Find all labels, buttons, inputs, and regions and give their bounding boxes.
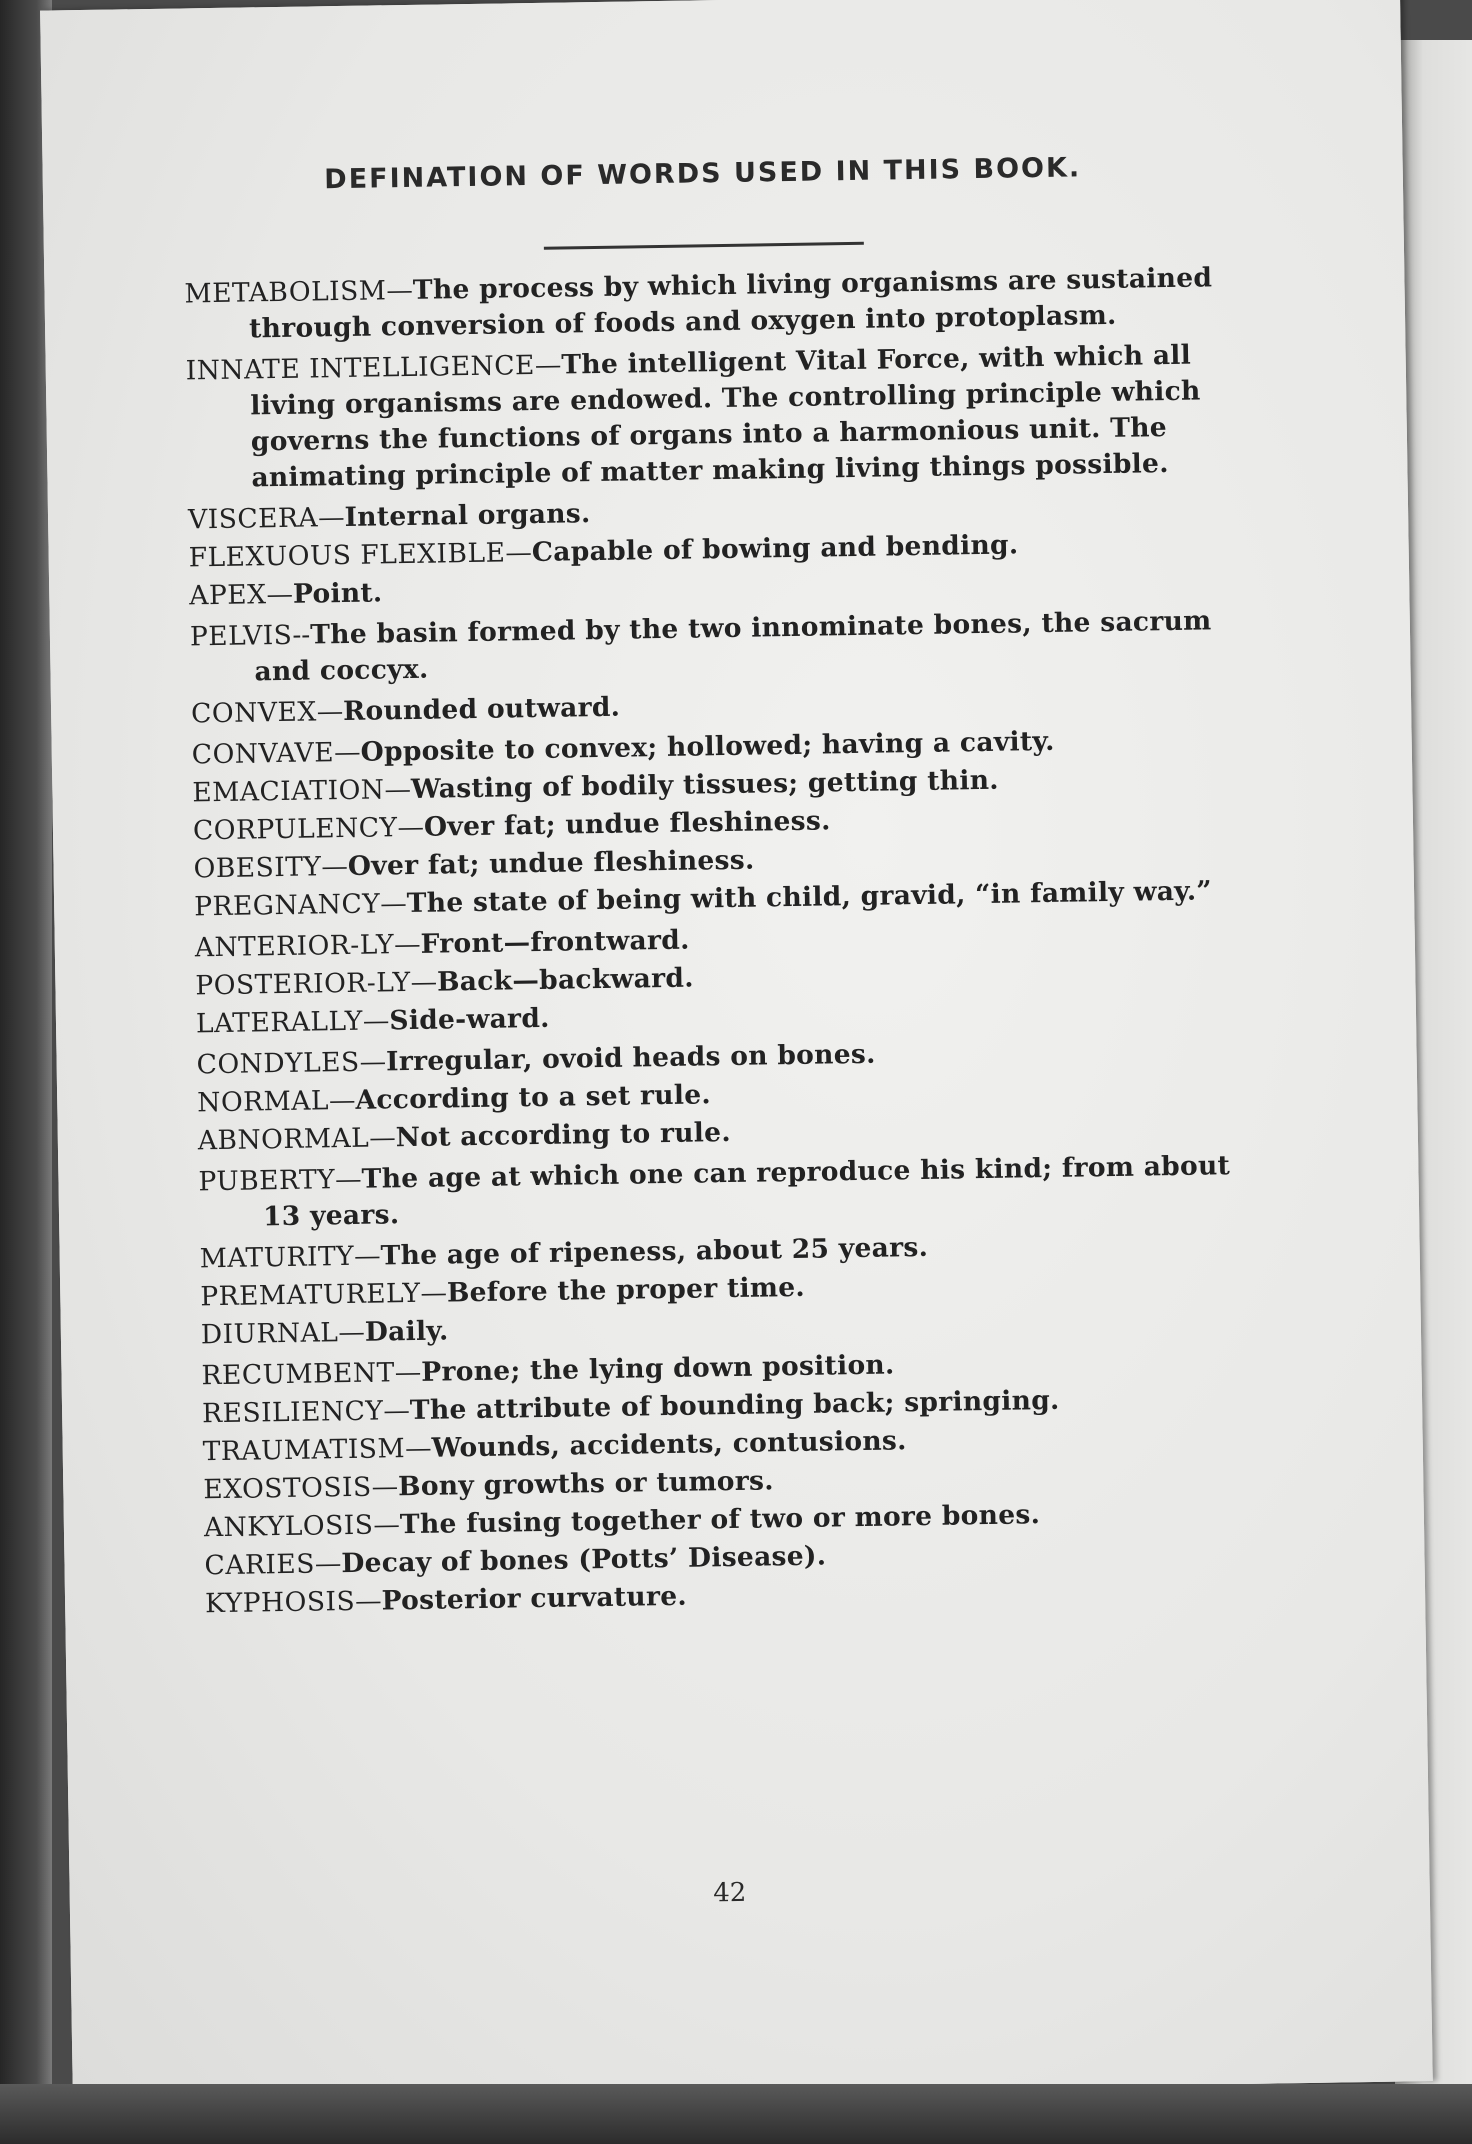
definition-text: The fusing together of two or more bones. <box>399 1499 1041 1541</box>
definition-item: PREGNANCY—The state of being with child, gravid, “in family way.” <box>193 875 1213 923</box>
definition-item: RESILIENCY—The attribute of bounding back; springing. <box>201 1384 1060 1430</box>
definition-item: FLEXUOUS FLEXIBLE—Capable of bowing and bending. <box>188 529 1019 574</box>
definition-item: KYPHOSIS—Posterior curvature. <box>204 1580 688 1620</box>
definition-term: TRAUMATISM <box>202 1433 406 1468</box>
definition-text: Over fat; undue fleshiness. <box>347 844 755 882</box>
definition-item: DIURNAL—Daily. <box>200 1315 449 1351</box>
heading-rule <box>544 242 864 250</box>
definition-item: VISCERA—Internal organs. <box>187 498 591 536</box>
definition-term: PREMATURELY <box>200 1277 421 1313</box>
definition-item: APEX—Point. <box>189 577 383 612</box>
definition-text: Not according to rule. <box>395 1116 732 1154</box>
definitions-list <box>184 260 1245 1624</box>
definition-item: PUBERTY—The age at which one can reproduce his kind; from about 13 years. <box>198 1150 1231 1233</box>
definition-text: Prone; the lying down position. <box>421 1349 895 1388</box>
definition-term: OBESITY <box>193 851 322 885</box>
definition-text: The age of ripeness, about 25 years. <box>380 1231 929 1272</box>
definition-term: CONVAVE <box>191 737 335 771</box>
definition-text: Wounds, accidents, contusions. <box>431 1425 907 1464</box>
definition-item: MATURITY—The age of ripeness, about 25 years. <box>199 1231 929 1275</box>
definition-text: Decay of bones (Potts’ Disease). <box>341 1540 827 1580</box>
definition-item: CARIES—Decay of bones (Potts’ Disease). <box>204 1540 827 1582</box>
definition-item: ANKYLOSIS—The fusing together of two or more bones. <box>203 1499 1041 1544</box>
definition-term: PREGNANCY <box>193 888 381 923</box>
definition-text: The process by which living organisms are sustained through conversion of foods and oxygen into protoplasm. <box>248 262 1213 345</box>
definition-item: OBESITY—Over fat; undue fleshiness. <box>193 844 755 885</box>
definition-text: Internal organs. <box>344 498 591 533</box>
definition-item: LATERALLY—Side-ward. <box>195 1002 550 1040</box>
definition-term: EXOSTOSIS <box>203 1471 372 1506</box>
definition-text: Posterior curvature. <box>381 1580 688 1617</box>
definition-item: PREMATURELY—Before the proper time. <box>200 1271 806 1313</box>
definition-item: TRAUMATISM—Wounds, accidents, contusions. <box>202 1425 907 1468</box>
definition-item: EMACIATION—Wasting of bodily tissues; getting thin. <box>192 764 1000 809</box>
definition-text: The age at which one can reproduce his kind; from about 13 years. <box>262 1150 1231 1233</box>
definition-text: Over fat; undue fleshiness. <box>423 805 831 843</box>
definition-term: RECUMBENT <box>201 1357 396 1392</box>
definition-term: VISCERA <box>187 502 319 536</box>
page-number: 42 <box>712 1877 747 1909</box>
definition-term: CONDYLES <box>196 1046 360 1081</box>
definition-text: Wasting of bodily tissues; getting thin. <box>410 764 1000 805</box>
definition-term: RESILIENCY <box>201 1395 384 1430</box>
definition-term: FLEXUOUS FLEXIBLE <box>188 537 506 574</box>
definition-item: CONVAVE—Opposite to convex; hollowed; having a cavity. <box>191 725 1055 771</box>
definition-text: Bony growths or tumors. <box>397 1465 775 1503</box>
definition-term: KYPHOSIS <box>204 1585 356 1620</box>
definition-item: RECUMBENT—Prone; the lying down position. <box>201 1349 895 1392</box>
definition-text: Daily. <box>364 1315 449 1348</box>
definition-item: METABOLISM—The process by which living organisms are sustained through conversion of foods and oxygen into protoplasm. <box>184 262 1213 345</box>
definition-text: Point. <box>292 577 383 610</box>
definition-term: ABNORMAL <box>197 1122 370 1157</box>
definition-item: NORMAL—According to a set rule. <box>197 1079 712 1119</box>
definition-item: ABNORMAL—Not according to rule. <box>197 1116 732 1157</box>
definition-term: MATURITY <box>199 1240 355 1275</box>
definition-item: EXOSTOSIS—Bony growths or tumors. <box>203 1465 775 1506</box>
definition-term: CORPULENCY <box>192 812 398 847</box>
definition-term: CONVEX <box>190 696 317 730</box>
definition-term: APEX <box>189 579 267 612</box>
definition-text: The intelligent Vital Force, with which all living organisms are endowed. The controlling principle which governs the functions of organs into a harmonious unit. The animating principle of matter making living things possible. <box>250 339 1201 494</box>
definition-item: CONDYLES—Irregular, ovoid heads on bones. <box>196 1038 876 1081</box>
definition-item: POSTERIOR-LY—Back—backward. <box>195 962 694 1002</box>
definition-term: EMACIATION <box>192 774 385 809</box>
definition-item: CONVEX—Rounded outward. <box>190 691 621 730</box>
definition-term: POSTERIOR-LY <box>195 966 411 1002</box>
definition-term: LATERALLY <box>195 1005 364 1040</box>
definition-text: According to a set rule. <box>355 1079 712 1116</box>
definition-term: CARIES <box>204 1548 316 1582</box>
definition-text: Irregular, ovoid heads on bones. <box>385 1038 876 1078</box>
definition-term: ANKYLOSIS <box>203 1509 374 1544</box>
definition-item: PELVIS--The basin formed by the two innominate bones, the sacrum and coccyx. <box>189 605 1212 688</box>
definition-text: Rounded outward. <box>342 691 621 728</box>
definition-item: ANTERIOR-LY—Front—frontward. <box>194 924 690 964</box>
definition-term: DIURNAL <box>200 1317 339 1351</box>
definition-text: Front—frontward. <box>420 924 690 960</box>
definition-text: The basin formed by the two innominate bones, the sacrum and coccyx. <box>254 605 1212 688</box>
definition-term: NORMAL <box>197 1085 330 1119</box>
definition-term: PELVIS <box>189 619 293 653</box>
definition-text: Side-ward. <box>389 1002 550 1037</box>
definition-term: INNATE INTELLIGENCE <box>185 349 536 387</box>
book-page <box>40 0 1433 2102</box>
definition-text: The state of being with child, gravid, “in family way.” <box>406 875 1213 920</box>
definition-item: CORPULENCY—Over fat; undue fleshiness. <box>192 805 831 847</box>
page-heading: DEFINATION OF WORDS USED IN THIS BOOK. <box>324 152 1082 196</box>
definition-text: Capable of bowing and bending. <box>531 529 1019 569</box>
scanner-bottom-edge <box>0 2084 1472 2144</box>
definition-text: Before the proper time. <box>446 1271 806 1309</box>
definition-term: METABOLISM <box>184 275 387 310</box>
definition-text: The attribute of bounding back; springing. <box>409 1384 1060 1427</box>
definition-item: INNATE INTELLIGENCE—The intelligent Vital Force, with which all living organisms are endowed. The controlling principle which governs the functions of organs into a harmonious unit. The animating principle of matter making living things possible. <box>185 339 1201 494</box>
definition-term: ANTERIOR-LY <box>194 929 395 964</box>
definition-text: Opposite to convex; hollowed; having a cavity. <box>360 725 1055 768</box>
definition-term: PUBERTY <box>198 1164 336 1198</box>
definition-text: Back—backward. <box>436 962 694 998</box>
